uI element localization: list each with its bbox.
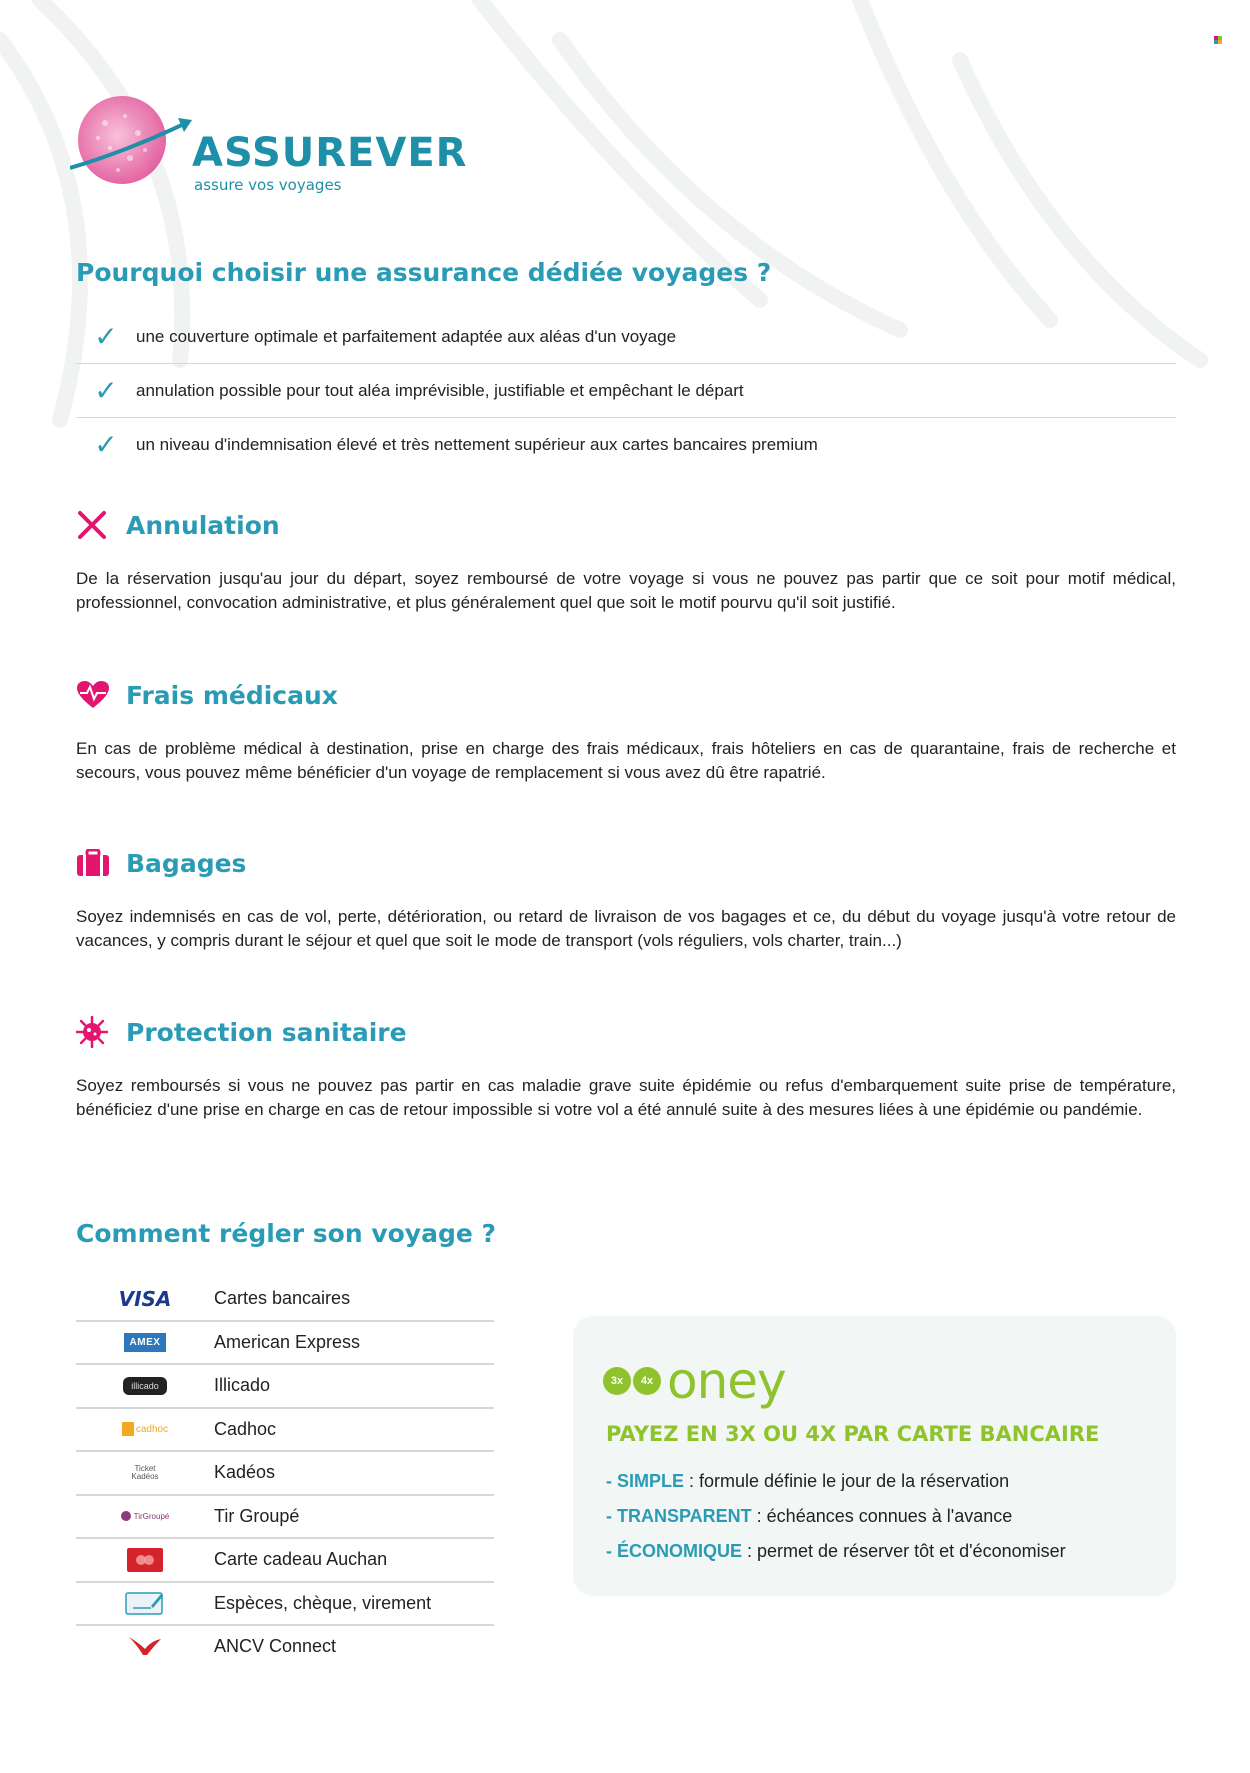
payment-label: Tir Groupé [214,1505,300,1526]
section-annulation [76,505,1176,615]
section-title: Bagages [126,848,247,878]
brand-name: ASSUREVER [192,130,468,176]
illicado-logo-icon: illicado [76,1370,214,1402]
payment-row-illicado [76,1365,494,1409]
payment-label: Cadhoc [214,1418,277,1439]
section-title: Protection sanitaire [126,1017,407,1047]
list-item-text: annulation possible pour tout aléa imprévisible, justifiable et empêchant le départ [136,380,744,400]
payment-row-tirgroupe [76,1496,494,1540]
why-list [76,310,1176,471]
globe-logo-icon [70,88,200,198]
section-body: Soyez remboursés si vous ne pouvez pas partir en cas maladie grave suite épidémie ou refus d'embarquement suite prise de température, bénéficiez d'une prise en charge en cas de retour impossible si votre vol a été annulé suite à des mesures liées à une épidémie ou pandémie. [76,1076,1176,1119]
section-body: En cas de problème médical à destination, prise en charge des frais médicaux, frais hôteliers en cas de quarantaine, frais de recherche et secours, vous pouvez même bénéficier d'un voyage de remplacement si vous avez dû être rapatrié. [76,739,1176,782]
section-sanitaire [76,1012,1176,1122]
assurever-logo [70,88,470,208]
section-medical [76,675,1176,785]
virus-icon [76,1015,116,1049]
oney-brand: oney [667,1352,786,1410]
oney-3x-badge: 3x [603,1367,631,1395]
cadhoc-logo-icon: cadhoc [76,1413,214,1445]
amex-logo-icon: AMEX [76,1326,214,1358]
section-body: De la réservation jusqu'au jour du départ, soyez remboursé de votre voyage si vous ne pouvez pas partir que ce soit pour motif médical, professionnel, convocation administrative, et plus généralement quel que soit le motif pourvu qu'il soit justifié. [76,569,1176,612]
check-icon: ✓ [94,428,118,460]
oney-line-transparent: - TRANSPARENT : échéances connues à l'avance [606,1506,1013,1526]
section-title: Annulation [126,510,280,540]
why-title: Pourquoi choisir une assurance dédiée voyages ? [76,258,772,287]
payment-label: Espèces, chèque, virement [214,1592,432,1613]
section-bagages [76,843,1176,953]
payment-row-amex [76,1322,494,1366]
payment-row-ancv [76,1626,494,1668]
list-item [76,310,1176,364]
auchan-card-icon [76,1544,214,1576]
payment-row-cheque [76,1583,494,1627]
payment-row-cadhoc [76,1409,494,1453]
tirgroupe-logo-icon: TirGroupé [76,1500,214,1532]
oney-promo-box [573,1316,1176,1596]
oney-line-simple: - SIMPLE : formule définie le jour de la réservation [606,1471,1010,1491]
kadeos-logo-icon: Ticket Kadéos [131,1463,159,1481]
payment-label: Cartes bancaires [214,1288,351,1309]
list-item [76,418,1176,471]
oney-logo [603,1352,786,1410]
suitcase-icon [76,846,116,880]
payment-label: ANCV Connect [214,1636,337,1657]
payment-methods-list [76,1278,494,1668]
payment-row-auchan [76,1539,494,1583]
cross-icon [76,508,116,542]
payment-row-visa [76,1278,494,1322]
list-item-text: une couverture optimale et parfaitement adaptée aux aléas d'un voyage [136,326,677,346]
payment-title: Comment régler son voyage ? [76,1219,497,1248]
payment-row-kadeos [76,1452,494,1496]
payment-label: Kadéos [214,1462,276,1483]
oney-line-economique: - ÉCONOMIQUE : permet de réserver tôt et d'économiser [606,1541,1066,1561]
section-body: Soyez indemnisés en cas de vol, perte, détérioration, ou retard de livraison de vos bagages et ce, du début du voyage jusqu'à votre retour de vacances, y compris durant le séjour et quel que soit le mode de transport (vols réguliers, vols charter, train...) [76,907,1176,950]
list-item [76,364,1176,418]
oney-title: PAYEZ EN 3X OU 4X PAR CARTE BANCAIRE [606,1422,1100,1446]
brand-tagline: assure vos voyages [194,176,342,194]
payment-label: American Express [214,1331,361,1352]
payment-label: Illicado [214,1375,271,1396]
heart-pulse-icon [76,678,116,712]
ancv-logo-icon [76,1631,214,1663]
oney-4x-badge: 4x [633,1367,661,1395]
section-title: Frais médicaux [126,680,338,710]
check-icon: ✓ [94,320,118,352]
visa-logo-icon: VISA [118,1286,172,1311]
check-icon: ✓ [94,374,118,406]
corner-mark [1214,36,1222,44]
cheque-icon [76,1587,214,1619]
list-item-text: un niveau d'indemnisation élevé et très nettement supérieur aux cartes bancaires premium [136,434,818,454]
payment-label: Carte cadeau Auchan [214,1549,388,1570]
